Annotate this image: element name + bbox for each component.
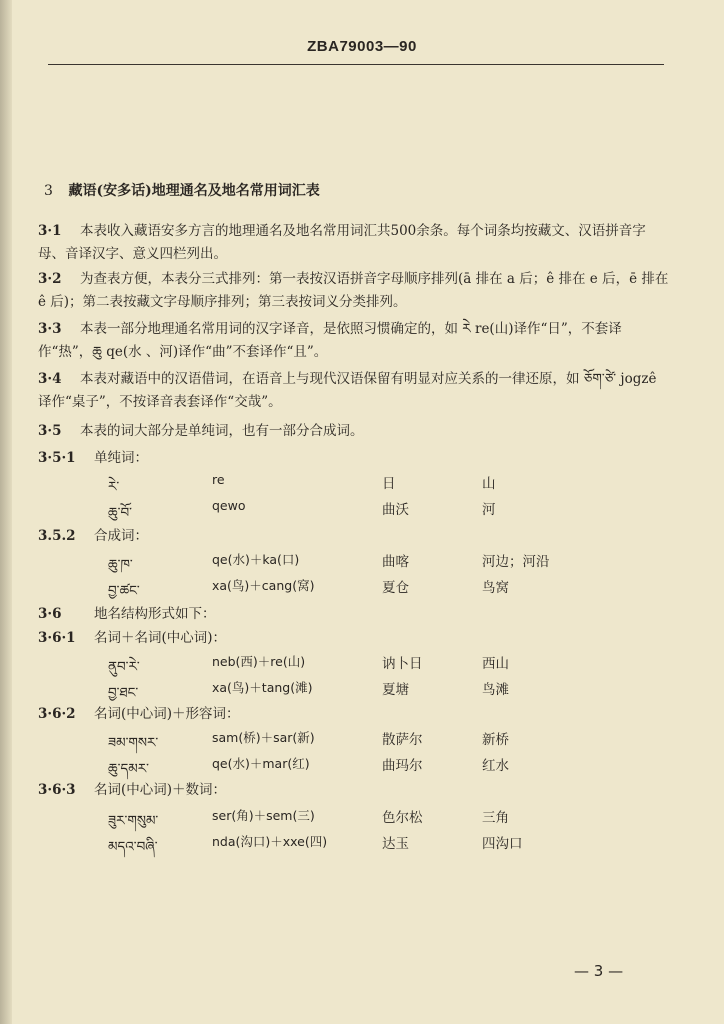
pinyin-term: qe(水)＋ka(口)	[212, 552, 300, 567]
paragraph-3-4	[38, 368, 670, 414]
chinese-transliteration: 讷卜日	[382, 656, 423, 672]
chinese-transliteration: 色尔松	[382, 810, 423, 826]
chinese-transliteration: 散萨尔	[382, 732, 423, 748]
term-meaning: 三角	[482, 810, 509, 826]
pinyin-term: re	[212, 472, 225, 487]
vocab-row	[0, 472, 724, 494]
paragraph-3-1	[38, 220, 670, 266]
section-number: 3	[44, 183, 53, 199]
paragraph-text: 本表收入藏语安多方言的地理通名及地名常用词汇共500余条。每个词条均按藏文、汉语拼音字母、音译汉字、意义四栏列出。	[38, 223, 646, 262]
vocab-row	[0, 832, 724, 854]
chinese-transliteration: 曲喀	[382, 554, 409, 570]
subsection-number: 3·5·1	[38, 450, 76, 466]
tibetan-term: རེ་	[108, 479, 120, 495]
subsection-number: 3·6	[38, 606, 62, 622]
paragraph-number: 3·4	[38, 371, 62, 387]
vocab-row	[0, 806, 724, 828]
standard-code: ZBA79003—90	[307, 38, 417, 55]
subsection-label: 合成词：	[94, 528, 148, 544]
chinese-transliteration: 达玉	[382, 836, 409, 852]
vocab-row	[0, 728, 724, 750]
subsection-label: 名词＋名词(中心词)：	[94, 630, 227, 646]
term-meaning: 新桥	[482, 732, 509, 748]
subsection-number: 3·6·2	[38, 706, 76, 722]
paragraph-number: 3·3	[38, 321, 62, 337]
term-meaning: 河	[482, 502, 496, 518]
subsection-number: 3·6·1	[38, 630, 76, 646]
term-meaning: 红水	[482, 758, 509, 774]
tibetan-term: བྱ་ཐང་	[108, 685, 139, 701]
tibetan-term: མདའ་བཞི་	[108, 839, 158, 855]
pinyin-term: neb(西)＋re(山)	[212, 654, 306, 669]
header-rule	[48, 64, 664, 65]
section-heading	[44, 180, 320, 200]
paragraph-text: 本表对藏语中的汉语借词，在语音上与现代汉语保留有明显对应关系的一律还原，如 ཅོག་ཙེ་ jogzê 译作“桌子”，不按译音表套译作“交哉”。	[38, 371, 657, 410]
paragraph-3-3	[38, 318, 670, 364]
chinese-transliteration: 曲玛尔	[382, 758, 423, 774]
paragraph-number: 3·2	[38, 271, 62, 287]
vocab-row	[0, 754, 724, 776]
subsection-3-5-1	[38, 446, 148, 466]
pinyin-term: xa(鸟)＋tang(滩)	[212, 680, 313, 695]
subsection-3-6-1	[38, 626, 226, 646]
tibetan-term: ཆུ་ཁ་	[108, 557, 133, 573]
paragraph-number: 3·1	[38, 223, 62, 239]
vocab-row	[0, 678, 724, 700]
paragraph-3-5	[38, 420, 670, 443]
tibetan-term: ཆུ་བོ་	[108, 505, 132, 521]
chinese-transliteration: 夏塘	[382, 682, 409, 698]
tibetan-term: ཟུར་གསུམ་	[108, 813, 159, 829]
subsection-label: 单纯词：	[94, 450, 148, 466]
section-title: 藏语(安多话)地理通名及地名常用词汇表	[68, 183, 320, 199]
term-meaning: 鸟窝	[482, 580, 509, 596]
vocab-row	[0, 652, 724, 674]
paragraph-text: 本表的词大部分是单纯词，也有一部分合成词。	[80, 423, 364, 439]
term-meaning: 西山	[482, 656, 509, 672]
tibetan-term: བྱ་ཚང་	[108, 583, 140, 599]
vocab-row	[0, 550, 724, 572]
chinese-transliteration: 夏仓	[382, 580, 409, 596]
chinese-transliteration: 曲沃	[382, 502, 409, 518]
tibetan-term: ཆུ་དམར་	[108, 761, 149, 777]
pinyin-term: ser(角)＋sem(三)	[212, 808, 315, 823]
paragraph-3-2	[38, 268, 670, 314]
pinyin-term: nda(沟口)＋xxe(四)	[212, 834, 328, 849]
paragraph-text: 本表一部分地理通名常用词的汉字译音，是依照习惯确定的，如 རེ re(山)译作“日”，不套译作“热”，ཆུ qe(水 、河)译作“曲”不套译作“且”。	[38, 321, 622, 360]
term-meaning: 山	[482, 476, 496, 492]
subsection-label: 名词(中心词)＋数词：	[94, 782, 227, 798]
tibetan-term: ཟམ་གསར་	[108, 735, 159, 751]
page-number: — 3 —	[574, 962, 624, 980]
term-meaning: 河边；河沿	[482, 554, 550, 570]
pinyin-term: qewo	[212, 498, 246, 513]
paragraph-text: 为查表方便，本表分三式排列：第一表按汉语拼音字母顺序排列(ā 排在 a 后；ê 排在 e 后，ē 排在 ê 后)；第二表按藏文字母顺序排列；第三表按词义分类排列。	[38, 271, 669, 310]
vocab-row	[0, 498, 724, 520]
subsection-3-6-2	[38, 702, 240, 722]
paragraph-number: 3·5	[38, 423, 62, 439]
chinese-transliteration: 日	[382, 476, 396, 492]
subsection-label: 名词(中心词)＋形容词：	[94, 706, 240, 722]
tibetan-term: ནུབ་རེ་	[108, 659, 140, 675]
term-meaning: 四沟口	[482, 836, 523, 852]
subsection-number: 3.5.2	[38, 528, 76, 544]
vocab-row	[0, 576, 724, 598]
subsection-number: 3·6·3	[38, 782, 76, 798]
term-meaning: 鸟滩	[482, 682, 509, 698]
pinyin-term: xa(鸟)＋cang(窝)	[212, 578, 315, 593]
subsection-3-6-3	[38, 778, 226, 798]
subsection-3-6	[38, 602, 216, 622]
subsection-3-5-2	[38, 524, 148, 544]
pinyin-term: qe(水)＋mar(红)	[212, 756, 310, 771]
pinyin-term: sam(桥)＋sar(新)	[212, 730, 315, 745]
subsection-label: 地名结构形式如下：	[94, 606, 216, 622]
